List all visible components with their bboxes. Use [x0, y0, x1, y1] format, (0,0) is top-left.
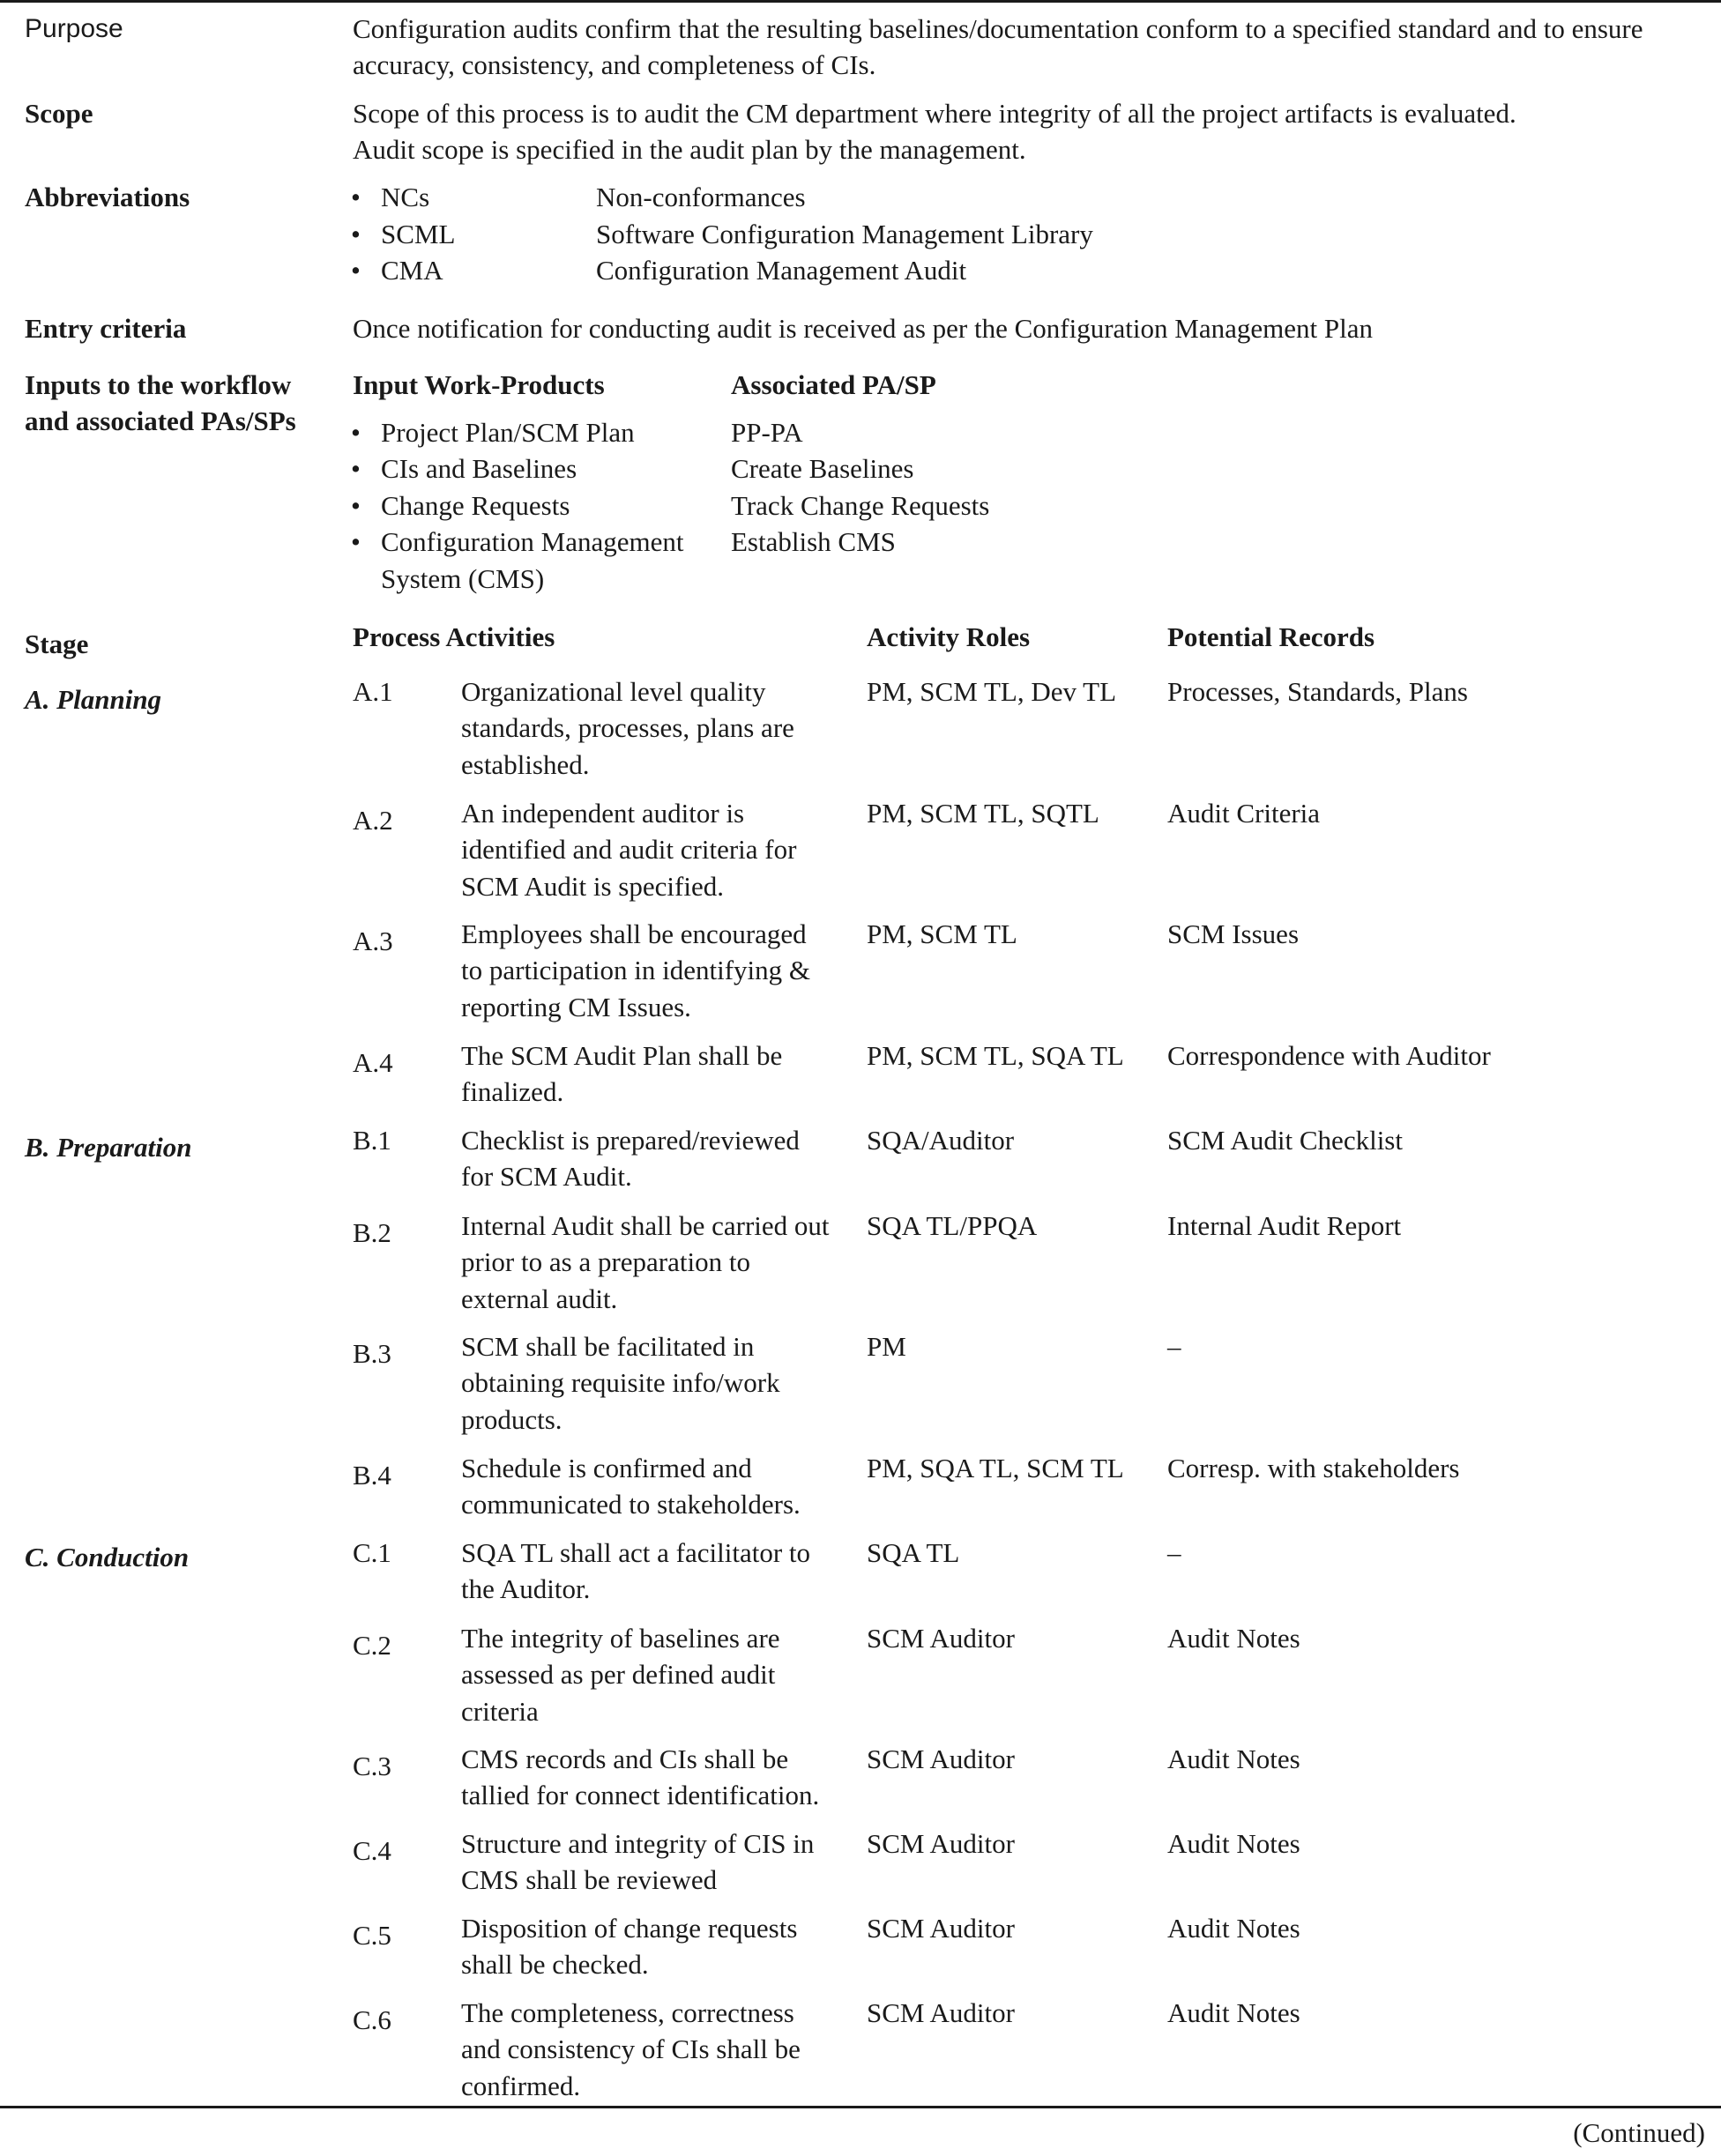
activity-text: products.	[461, 1404, 562, 1435]
abbreviation-term: • CMA	[381, 252, 443, 289]
activity-text: shall be checked.	[461, 1949, 649, 1980]
process-activities-header: Process Activities	[353, 621, 555, 652]
activity-text: external audit.	[461, 1283, 618, 1314]
activity-roles-header: Activity Roles	[867, 621, 1031, 652]
activity-id: B.1	[353, 1125, 391, 1156]
entry-criteria-label: Entry criteria	[25, 313, 187, 344]
activity-id: B.2	[353, 1217, 391, 1248]
entry-criteria-text: Once notification for conducting audit is received as per the Configuration Management Plan	[353, 313, 1373, 344]
activity-text: Schedule is confirmed and	[461, 1453, 752, 1483]
associated-pa-sp: Create Baselines	[731, 453, 914, 484]
activity-text: Organizational level quality	[461, 676, 766, 707]
activity-text: communicated to stakeholders.	[461, 1489, 801, 1520]
potential-records: Audit Notes	[1167, 1743, 1300, 1774]
activity-roles: SQA TL/PPQA	[867, 1210, 1038, 1241]
activity-id: C.5	[353, 1920, 391, 1951]
activity-roles: PM, SCM TL	[867, 918, 1017, 949]
purpose-label: Purpose	[25, 14, 123, 43]
activity-text: identified and audit criteria for	[461, 834, 797, 865]
input-work-product: • Configuration Management	[381, 524, 684, 561]
activity-text: Structure and integrity of CIS in	[461, 1828, 815, 1859]
bottom-rule	[0, 2106, 1721, 2108]
activity-text: assessed as per defined audit	[461, 1659, 776, 1690]
activity-text: SCM Audit is specified.	[461, 871, 724, 902]
activity-roles: SCM Auditor	[867, 1828, 1015, 1859]
activity-text: CMS records and CIs shall be	[461, 1743, 789, 1774]
activity-text: obtaining requisite info/work	[461, 1367, 780, 1398]
activity-text: SQA TL shall act a facilitator to	[461, 1537, 811, 1568]
activity-text: confirmed.	[461, 2071, 581, 2101]
activity-roles: SCM Auditor	[867, 1743, 1015, 1774]
activity-text: Checklist is prepared/reviewed	[461, 1125, 800, 1156]
activity-id: C.6	[353, 2004, 391, 2035]
activity-text: SCM shall be facilitated in	[461, 1331, 755, 1362]
potential-records: Processes, Standards, Plans	[1167, 676, 1468, 707]
scope-label: Scope	[25, 98, 93, 129]
activity-id: A.2	[353, 805, 393, 836]
activity-roles: PM, SCM TL, Dev TL	[867, 676, 1117, 707]
input-work-product-continuation: System (CMS)	[381, 563, 545, 594]
activity-text: finalized.	[461, 1076, 564, 1107]
activity-roles: PM	[867, 1331, 906, 1362]
activity-id: A.1	[353, 676, 393, 707]
activity-roles: SCM Auditor	[867, 1623, 1015, 1654]
abbreviation-meaning: Non-conformances	[596, 182, 806, 212]
scope-text-line-2: Audit scope is specified in the audit plan by the management.	[353, 134, 1026, 165]
potential-records: Audit Notes	[1167, 1913, 1300, 1944]
activity-text: reporting CM Issues.	[461, 992, 691, 1022]
potential-records: SCM Audit Checklist	[1167, 1125, 1403, 1156]
associated-pa-sp: PP-PA	[731, 417, 803, 448]
potential-records: SCM Issues	[1167, 918, 1300, 949]
activity-text: The integrity of baselines are	[461, 1623, 780, 1654]
activity-text: to participation in identifying &	[461, 955, 811, 985]
activity-roles: SCM Auditor	[867, 1913, 1015, 1944]
input-work-product: • Change Requests	[381, 487, 570, 524]
activity-roles: PM, SCM TL, SQTL	[867, 798, 1099, 829]
activity-text: standards, processes, plans are	[461, 712, 794, 743]
associated-pa-sp: Establish CMS	[731, 526, 896, 557]
potential-records: Internal Audit Report	[1167, 1210, 1402, 1241]
input-work-products-header: Input Work-Products	[353, 369, 605, 400]
abbreviations-label: Abbreviations	[25, 182, 190, 212]
purpose-text-line-2: accuracy, consistency, and completeness of CIs.	[353, 49, 876, 80]
activity-roles: PM, SQA TL, SCM TL	[867, 1453, 1124, 1483]
activity-text: tallied for connect identification.	[461, 1780, 820, 1810]
activity-id: B.3	[353, 1338, 391, 1369]
abbreviation-term: • NCs	[381, 179, 429, 216]
abbreviation-meaning: Software Configuration Management Library	[596, 219, 1093, 249]
inputs-label-line-2: and associated PAs/SPs	[25, 405, 296, 436]
activity-text: the Auditor.	[461, 1573, 591, 1604]
activity-id: C.3	[353, 1751, 391, 1781]
activity-id: B.4	[353, 1460, 391, 1491]
stage-name: B. Preparation	[25, 1132, 192, 1163]
activity-text: Employees shall be encouraged	[461, 918, 807, 949]
activity-id: A.4	[353, 1047, 393, 1078]
potential-records-header: Potential Records	[1167, 621, 1375, 652]
scope-text-line-1: Scope of this process is to audit the CM department where integrity of all the project artifacts is evaluated.	[353, 98, 1516, 129]
activity-text: The completeness, correctness	[461, 1997, 794, 2028]
activity-roles: SQA/Auditor	[867, 1125, 1015, 1156]
activity-id: C.2	[353, 1630, 391, 1661]
inputs-label-line-1: Inputs to the workflow	[25, 369, 292, 400]
stage-name: A. Planning	[25, 684, 162, 715]
abbreviation-term: • SCML	[381, 216, 455, 253]
activity-text: for SCM Audit.	[461, 1161, 632, 1192]
activity-text: prior to as a preparation to	[461, 1246, 750, 1277]
potential-records: Audit Notes	[1167, 1997, 1300, 2028]
continued-note: (Continued)	[1573, 2117, 1705, 2148]
activity-id: A.3	[353, 926, 393, 956]
associated-pa-sp: Track Change Requests	[731, 490, 990, 521]
activity-text: The SCM Audit Plan shall be	[461, 1040, 783, 1071]
potential-records: Correspondence with Auditor	[1167, 1040, 1491, 1071]
activity-roles: SQA TL	[867, 1537, 960, 1568]
purpose-text-line-1: Configuration audits confirm that the resulting baselines/documentation conform to a specified standard and to ensure	[353, 13, 1643, 44]
potential-records: Corresp. with stakeholders	[1167, 1453, 1460, 1483]
potential-records: Audit Criteria	[1167, 798, 1321, 829]
stage-name: C. Conduction	[25, 1542, 190, 1572]
activity-roles: SCM Auditor	[867, 1997, 1015, 2028]
activity-text: CMS shall be reviewed	[461, 1864, 718, 1895]
activity-id: C.4	[353, 1835, 391, 1866]
top-rule	[0, 0, 1721, 3]
input-work-product: • Project Plan/SCM Plan	[381, 414, 635, 451]
associated-pa-sp-header: Associated PA/SP	[731, 369, 936, 400]
activity-text: Internal Audit shall be carried out	[461, 1210, 830, 1241]
potential-records: –	[1167, 1331, 1181, 1362]
activity-text: established.	[461, 749, 590, 780]
abbreviation-meaning: Configuration Management Audit	[596, 255, 967, 286]
activity-roles: PM, SCM TL, SQA TL	[867, 1040, 1124, 1071]
stage-header: Stage	[25, 628, 89, 659]
potential-records: –	[1167, 1537, 1181, 1568]
input-work-product: • CIs and Baselines	[381, 450, 577, 487]
potential-records: Audit Notes	[1167, 1623, 1300, 1654]
activity-text: criteria	[461, 1696, 539, 1727]
activity-id: C.1	[353, 1537, 391, 1568]
activity-text: Disposition of change requests	[461, 1913, 798, 1944]
activity-text: An independent auditor is	[461, 798, 745, 829]
activity-text: and consistency of CIs shall be	[461, 2033, 801, 2064]
potential-records: Audit Notes	[1167, 1828, 1300, 1859]
